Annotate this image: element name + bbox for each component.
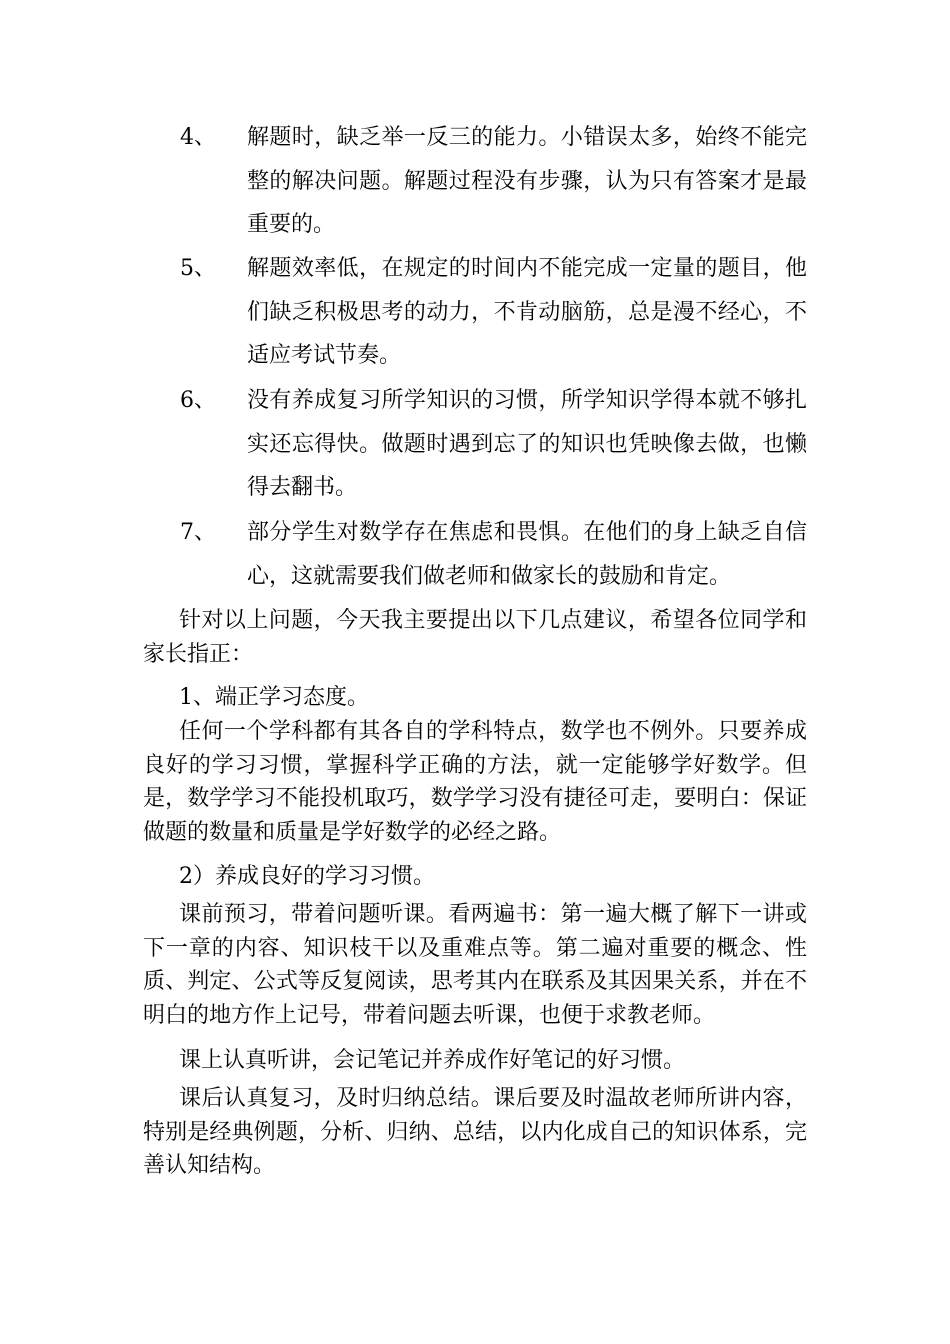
paragraph-in-class: 课上认真听讲，会记笔记并养成作好笔记的好习惯。 xyxy=(179,1048,686,1073)
problem-number: 5、 xyxy=(180,256,216,281)
problem-text: 没有养成复习所学知识的习惯，所学知识学得本就不够扎实还忘得快。做题时遇到忘了的知识也凭映像去做，也懒得去翻书。 xyxy=(247,388,807,500)
paragraph-suggestions-intro: 针对以上问题，今天我主要提出以下几点建议，希望各位同学和家长指正： xyxy=(143,608,807,667)
problem-number: 7、 xyxy=(180,520,216,545)
problem-text: 解题时，缺乏举一反三的能力。小错误太多，始终不能完整的解决问题。解题过程没有步骤，认为只有答案才是最重要的。 xyxy=(247,125,807,237)
heading-habits: 2）养成良好的学习习惯。 xyxy=(179,864,435,889)
paragraph-preview: 课前预习，带着问题听课。看两遍书：第一遍大概了解下一讲或下一章的内容、知识枝干以及重难点等。第二遍对重要的概念、性质、判定、公式等反复阅读，思考其内在联系及其因果关系，并在不明白的地方作上记号，带着问题去听课，也便于求教老师。 xyxy=(143,902,807,1028)
problem-number: 4、 xyxy=(180,125,216,150)
problem-number: 6、 xyxy=(180,388,216,413)
problem-text: 解题效率低，在规定的时间内不能完成一定量的题目，他们缺乏积极思考的动力，不肯动脑筋，总是漫不经心，不适应考试节奏。 xyxy=(247,256,807,368)
problem-text: 部分学生对数学存在焦虑和畏惧。在他们的身上缺乏自信心，这就需要我们做老师和做家长的鼓励和肯定。 xyxy=(247,520,807,589)
paragraph-review: 课后认真复习，及时归纳总结。课后要及时温故老师所讲内容，特别是经典例题，分析、归纳、总结，以内化成自己的知识体系，完善认知结构。 xyxy=(143,1086,807,1178)
paragraph-attitude: 任何一个学科都有其各自的学科特点，数学也不例外。只要养成良好的学习习惯，掌握科学正确的方法，就一定能够学好数学。但是，数学学习不能投机取巧，数学学习没有捷径可走，要明白：保证做题的数量和质量是学好数学的必经之路。 xyxy=(143,719,807,845)
heading-attitude: 1、端正学习态度。 xyxy=(179,685,369,710)
